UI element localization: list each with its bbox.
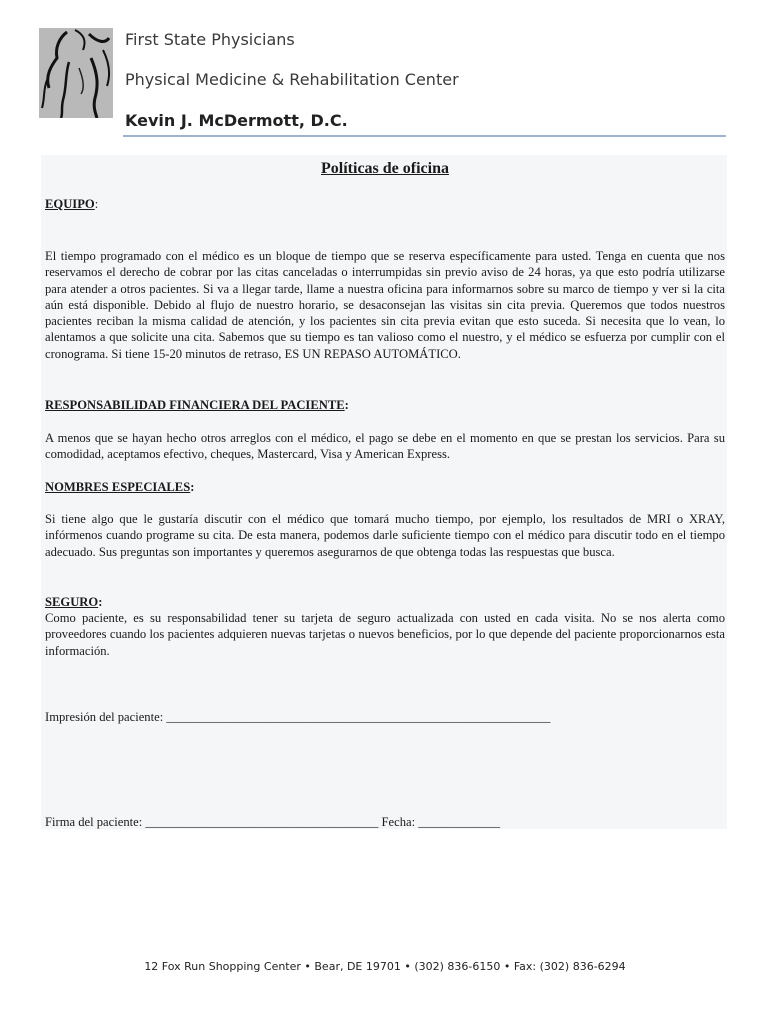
impresion-field[interactable]: _____________________________________________________________ [166, 710, 551, 724]
nombres-heading: NOMBRES ESPECIALES [45, 480, 191, 494]
fecha-field[interactable]: _____________ [418, 815, 501, 829]
equipo-paragraph: El tiempo programado con el médico es un bloque de tiempo que se reserva específicamente para usted. Tenga en cuenta que nos reservamos el derecho de cobrar por las citas canceladas o interrumpidas sin previo aviso de 24 horas, ya que esto podría utilizarse para atender a otros pacientes. Si va a llegar tarde, llame a nuestra oficina para informarnos sobre su marco de tiempo y ver si la cita aún está disponible. Debido al flujo de nuestro horario, se desaconsejan las visitas sin cita previa. Queremos que todos nuestros pacientes reciban la misma calidad de atención, y los pacientes sin cita previa evitan que esto suceda. Si necesita que lo vean, lo alentamos a que solicite una cita. Sabemos que su tiempo es tan valioso como el nuestro, y el médico se esfuerza por cumplir con el cronograma. Si tiene 15-20 minutos de retraso, ES UN REPASO AUTOMÁTICO. [45, 249, 725, 361]
seguro-paragraph: Como paciente, es su responsabilidad tener su tarjeta de seguro actualizada con usted en cada visita. No se nos alerta como proveedores cuando los pacientes adquieren nuevas tarjetas o nuevos beneficios, por lo que depende del paciente proporcionarnos esta información. [45, 611, 725, 658]
section-heading-equipo [45, 196, 725, 212]
section-heading-seguro [45, 594, 725, 610]
org-name: First State Physicians [125, 30, 295, 49]
fecha-label: Fecha: [378, 815, 419, 829]
org-subtitle: Physical Medicine & Rehabilitation Center [125, 70, 459, 89]
section-heading-financial [45, 397, 725, 413]
footer-address: 12 Fox Run Shopping Center • Bear, DE 19701 • (302) 836-6150 • Fax: (302) 836-6294 [144, 960, 626, 973]
section-heading-nombres [45, 479, 725, 495]
nombres-colon: : [190, 480, 195, 494]
page-title: Políticas de oficina [321, 160, 449, 177]
firma-line [45, 814, 725, 830]
financial-paragraph: A menos que se hayan hecho otros arreglos con el médico, el pago se debe en el momento en que se prestan los servicios. Para su comodidad, aceptamos efectivo, cheques, Mastercard, Visa y American Express. [45, 431, 725, 462]
financial-colon: : [344, 398, 349, 412]
seguro-colon: : [98, 595, 103, 609]
equipo-heading: EQUIPO [45, 197, 95, 211]
financial-heading: RESPONSABILIDAD FINANCIERA DEL PACIENTE [45, 398, 345, 412]
seguro-heading: SEGURO [45, 595, 99, 609]
equipo-colon: : [94, 197, 99, 211]
impresion-line [45, 709, 725, 725]
header-divider [123, 135, 726, 137]
nombres-paragraph: Si tiene algo que le gustaría discutir con el médico que tomará mucho tiempo, por ejemplo, los resultados de MRI o XRAY, infórmenos cuando programe su cita. De esta manera, podemos darle suficiente tiempo con el médico para discutir todo en el tiempo adecuado. Sus preguntas son importantes y queremos asegurarnos de que obtenga todas las respuestas que busca. [45, 512, 725, 559]
impresion-label: Impresión del paciente: [45, 710, 167, 724]
firma-label: Firma del paciente: [45, 815, 146, 829]
firma-field[interactable]: _____________________________________ [145, 815, 379, 829]
clinic-logo [39, 28, 113, 118]
doctor-name: Kevin J. McDermott, D.C. [125, 111, 348, 130]
